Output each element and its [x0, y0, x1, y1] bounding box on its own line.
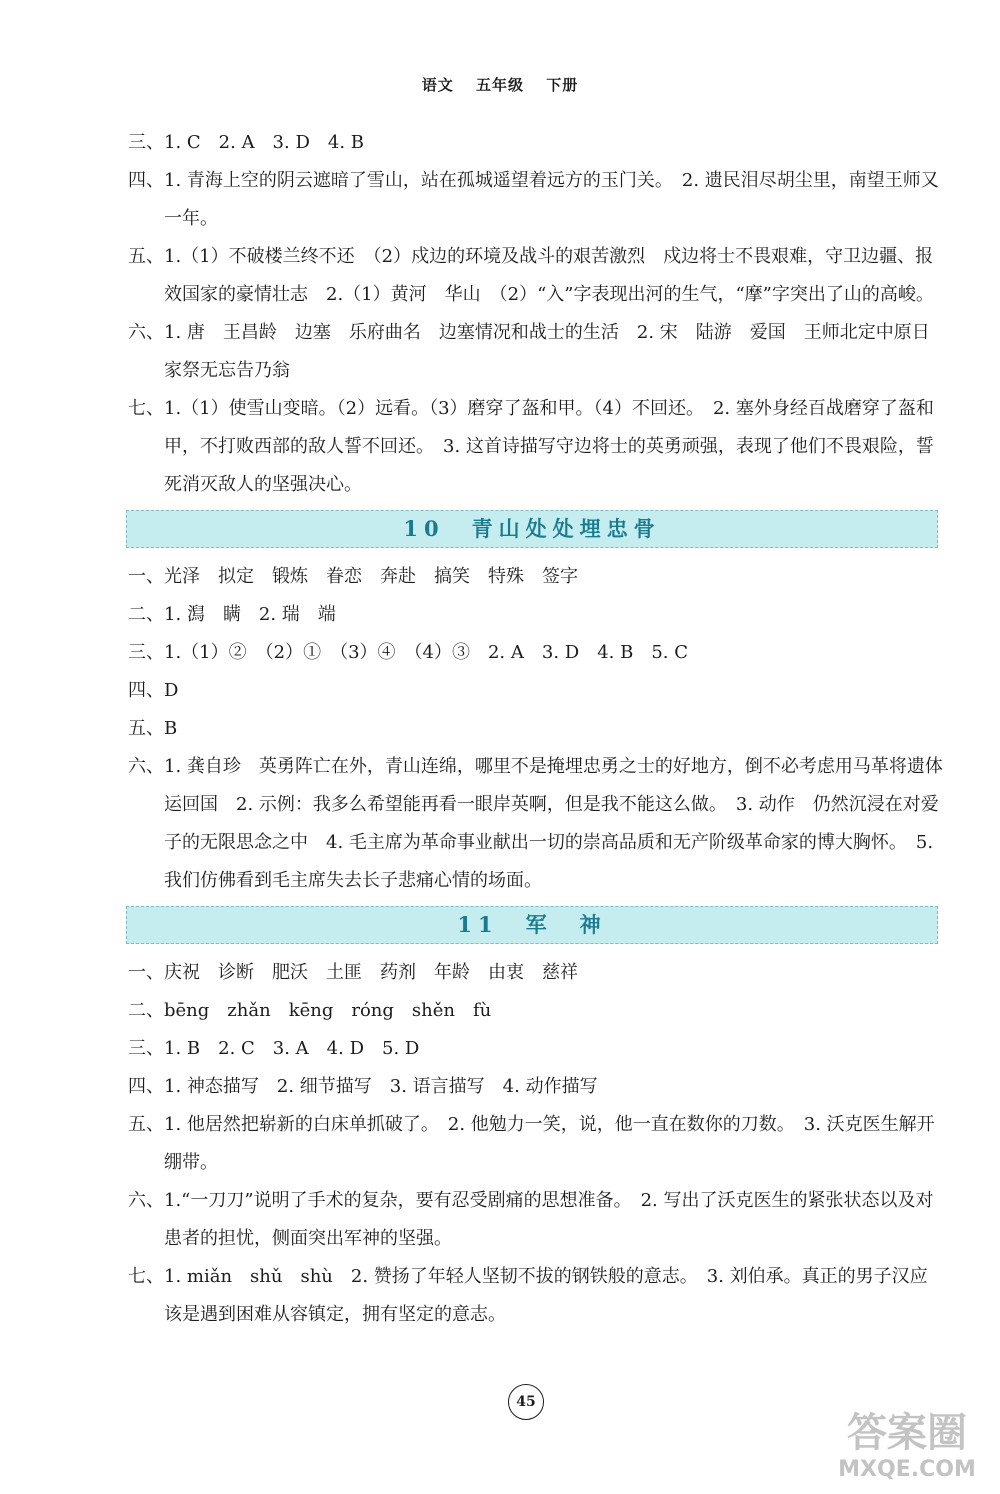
- answer-item: [128, 124, 943, 162]
- answer-label: 二、: [128, 604, 164, 625]
- answer-label: 四、: [128, 680, 164, 701]
- answer-item: [128, 162, 943, 238]
- answer-item: [128, 314, 948, 390]
- answer-label: 五、: [128, 1114, 164, 1135]
- answer-item: [128, 1030, 943, 1068]
- answer-label: 三、: [128, 132, 164, 153]
- lesson-10-answers: [128, 558, 943, 900]
- answer-text: bēng zhǎn kēng róng shěn fù: [164, 1000, 492, 1021]
- answer-text: 1.（1）② （2）① （3）④ （4）③ 2. A 3. D 4. B 5. C: [164, 642, 688, 663]
- answer-label: 七、: [128, 1266, 164, 1287]
- answer-text: 1.（1）不破楼兰终不还 （2）戍边的环境及战斗的艰苦激烈 戍边将士不畏艰难，守卫边疆、报效国家的豪情壮志 2.（1）黄河 华山 （2）“入”字表现出河的生气，“摩”字突出了山的高峻。: [164, 246, 934, 305]
- lesson-11-banner: 11 军 神: [126, 906, 938, 944]
- answer-item: [128, 954, 943, 992]
- answer-item: [128, 558, 943, 596]
- answer-label: 五、: [128, 246, 164, 267]
- answer-label: 六、: [128, 1190, 164, 1211]
- intro-answers: [128, 124, 948, 504]
- answer-label: 三、: [128, 1038, 164, 1059]
- answer-label: 二、: [128, 1000, 164, 1021]
- answer-text: 庆祝 诊断 肥沃 土匪 药剂 年龄 由衷 慈祥: [164, 962, 578, 983]
- answer-label: 四、: [128, 170, 164, 191]
- answer-text: 1. B 2. C 3. A 4. D 5. D: [164, 1038, 420, 1059]
- answer-item: [128, 1068, 943, 1106]
- answer-item: [128, 1106, 943, 1182]
- answer-content: [128, 124, 948, 1334]
- answer-item: [128, 596, 943, 634]
- answer-label: 六、: [128, 756, 164, 777]
- answer-text: D: [164, 680, 179, 701]
- answer-item: [128, 1258, 943, 1334]
- answer-text: 1. 龚自珍 英勇阵亡在外，青山连绵，哪里不是掩埋忠勇之士的好地方，倒不必考虑用马革将遗体运回国 2. 示例：我多么希望能再看一眼岸英啊，但是我不能这么做。 3. 动作 仍然沉浸在对爱子的无限思念之中 4. 毛主席为革命事业献出一切的崇高品质和无产阶级革命家的博大胸怀。 5. 我们仿佛看到毛主席失去长子悲痛心情的场面。: [164, 756, 943, 891]
- answer-item: [128, 748, 943, 900]
- answer-text: 1.（1）使雪山变暗。（2）远看。（3）磨穿了盔和甲。（4）不回还。 2. 塞外身经百战磨穿了盔和甲，不打败西部的敌人誓不回还。 3. 这首诗描写守边将士的英勇顽强，表现了他们不畏艰险，誓死消灭敌人的坚强决心。: [164, 398, 934, 495]
- answer-text: 1.“一刀刀”说明了手术的复杂，要有忍受剧痛的思想准备。 2. 写出了沃克医生的紧张状态以及对患者的担忧，侧面突出军神的坚强。: [164, 1190, 934, 1249]
- answer-text: B: [164, 718, 178, 739]
- answer-text: 1. C 2. A 3. D 4. B: [164, 132, 365, 153]
- header-grade: 五年级: [475, 76, 524, 94]
- answer-item: [128, 634, 943, 672]
- answer-text: 光泽 拟定 锻炼 眷恋 奔赴 搞笑 特殊 签字: [164, 566, 578, 587]
- answer-label: 三、: [128, 642, 164, 663]
- watermark-logo-text: 答案圈: [847, 1410, 967, 1456]
- answer-item: [128, 390, 943, 504]
- answer-text: 1. 神态描写 2. 细节描写 3. 语言描写 4. 动作描写: [164, 1076, 598, 1097]
- watermark-url: MXQE.COM: [838, 1457, 976, 1482]
- answer-label: 六、: [128, 322, 164, 343]
- answer-text: 1. 唐 王昌龄 边塞 乐府曲名 边塞情况和战士的生活 2. 宋 陆游 爱国 王师北定中原日 家祭无忘告乃翁: [164, 322, 948, 381]
- answer-label: 五、: [128, 718, 164, 739]
- answer-item: [128, 992, 943, 1030]
- header-subject: 语文: [421, 76, 454, 94]
- lesson-10-banner: 10 青山处处埋忠骨: [126, 510, 938, 548]
- header-volume: 下册: [546, 76, 579, 94]
- answer-text: 1. 澙 瞒 2. 瑞 端: [164, 604, 336, 625]
- watermark-logo: [832, 1398, 982, 1484]
- answer-text: 1. miǎn shǔ shù 2. 赞扬了年轻人坚韧不拔的钢铁般的意志。 3. 刘伯承。真正的男子汉应该是遇到困难从容镇定，拥有坚定的意志。: [164, 1266, 928, 1325]
- answer-text: 1. 他居然把崭新的白床单抓破了。 2. 他勉力一笑，说，他一直在数你的刀数。 3. 沃克医生解开绷带。: [164, 1114, 935, 1173]
- answer-label: 四、: [128, 1076, 164, 1097]
- answer-item: [128, 1182, 943, 1258]
- answer-item: [128, 672, 943, 710]
- answer-label: 七、: [128, 398, 164, 419]
- lesson-11-answers: [128, 954, 943, 1334]
- answer-label: 一、: [128, 566, 164, 587]
- answer-item: [128, 238, 943, 314]
- answer-item: [128, 710, 943, 748]
- answer-text: 1. 青海上空的阴云遮暗了雪山，站在孤城遥望着远方的玉门关。 2. 遗民泪尽胡尘里，南望王师又一年。: [164, 170, 939, 229]
- answer-label: 一、: [128, 962, 164, 983]
- page-header: [0, 74, 1000, 95]
- page-number: 45: [508, 1384, 544, 1420]
